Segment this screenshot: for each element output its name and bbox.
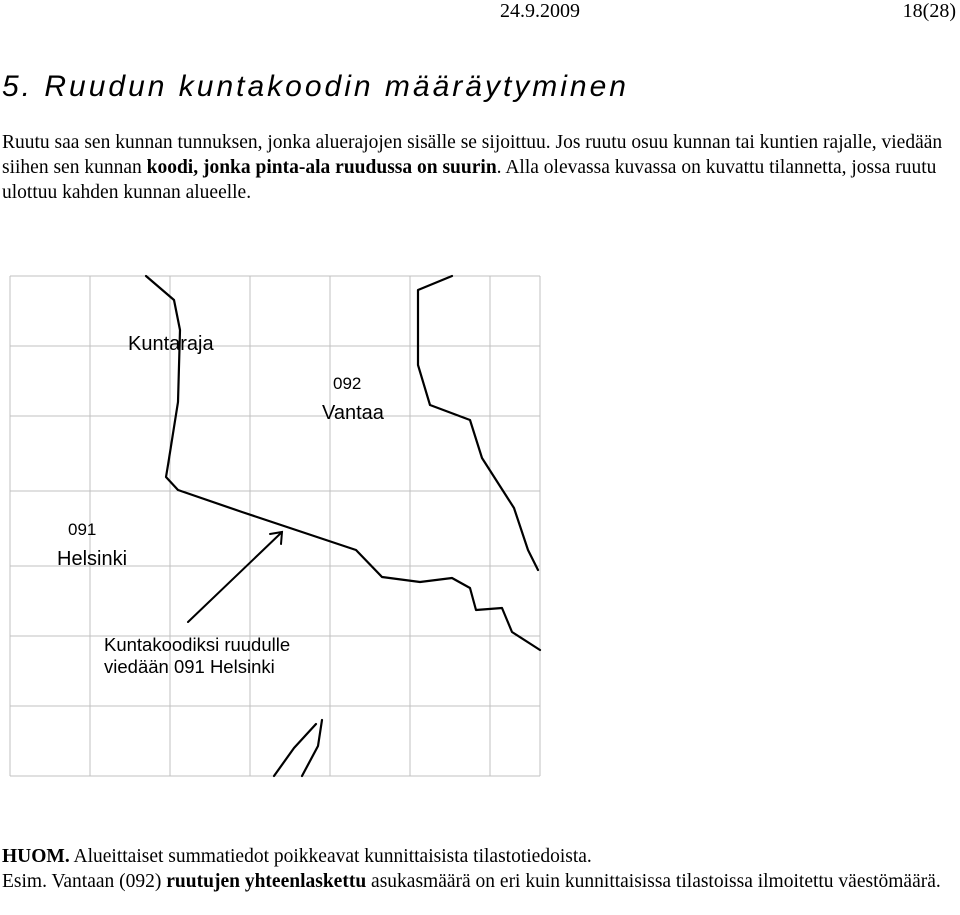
note-heading: HUOM. [2, 846, 70, 867]
intro-paragraph [2, 130, 952, 205]
note-paragraph [2, 844, 952, 894]
vantaa-code: 092 [333, 374, 362, 393]
assignment-note [104, 634, 290, 678]
note-emphasis: ruutujen yhteenlaskettu [166, 871, 367, 892]
section-title: 5. Ruudun kuntakoodin määräytyminen [2, 70, 629, 103]
note-line-2 [2, 869, 952, 894]
pointer-arrow [188, 532, 282, 622]
intro-emphasis: koodi, jonka pinta-ala ruudussa on suurin [146, 157, 497, 178]
border-label: Kuntaraja [128, 333, 214, 355]
helsinki-code: 091 [68, 520, 97, 539]
document-date: 24.9.2009 [500, 0, 580, 22]
vantaa-name: Vantaa [322, 402, 384, 424]
boundary-line-south-2 [274, 724, 316, 776]
intro-text-start: Ruutu saa sen kunnan tunnuksen, jonka aluerajojen sisälle se sijoittuu. Jos ruutu osuu kunnan tai kuntien rajalle, viedään siihen sen kunnan [2, 132, 943, 178]
assignment-line-1: Kuntakoodiksi ruudulle [104, 634, 291, 655]
intro-text-end: . Alla olevassa kuvassa on kuvattu tilannetta, jossa ruutu ulottuu kahden kunnan alueelle. [2, 157, 937, 203]
page-number: 18(28) [902, 0, 956, 22]
note-text-3: asukasmäärä on eri kuin kunnittaisissa tilastoissa ilmoitettu väestömäärä. [366, 871, 941, 892]
note-text-2: Esim. Vantaan (092) [2, 871, 167, 892]
note-text-1: Alueittaiset summatiedot poikkeavat kunnittaisista tilastotiedoista. [69, 846, 592, 867]
boundary-line-east [418, 276, 538, 570]
assignment-line-2: viedään 091 Helsinki [104, 656, 275, 677]
note-line-1 [2, 844, 952, 869]
municipality-grid-figure [0, 270, 960, 780]
helsinki-name: Helsinki [57, 548, 128, 570]
